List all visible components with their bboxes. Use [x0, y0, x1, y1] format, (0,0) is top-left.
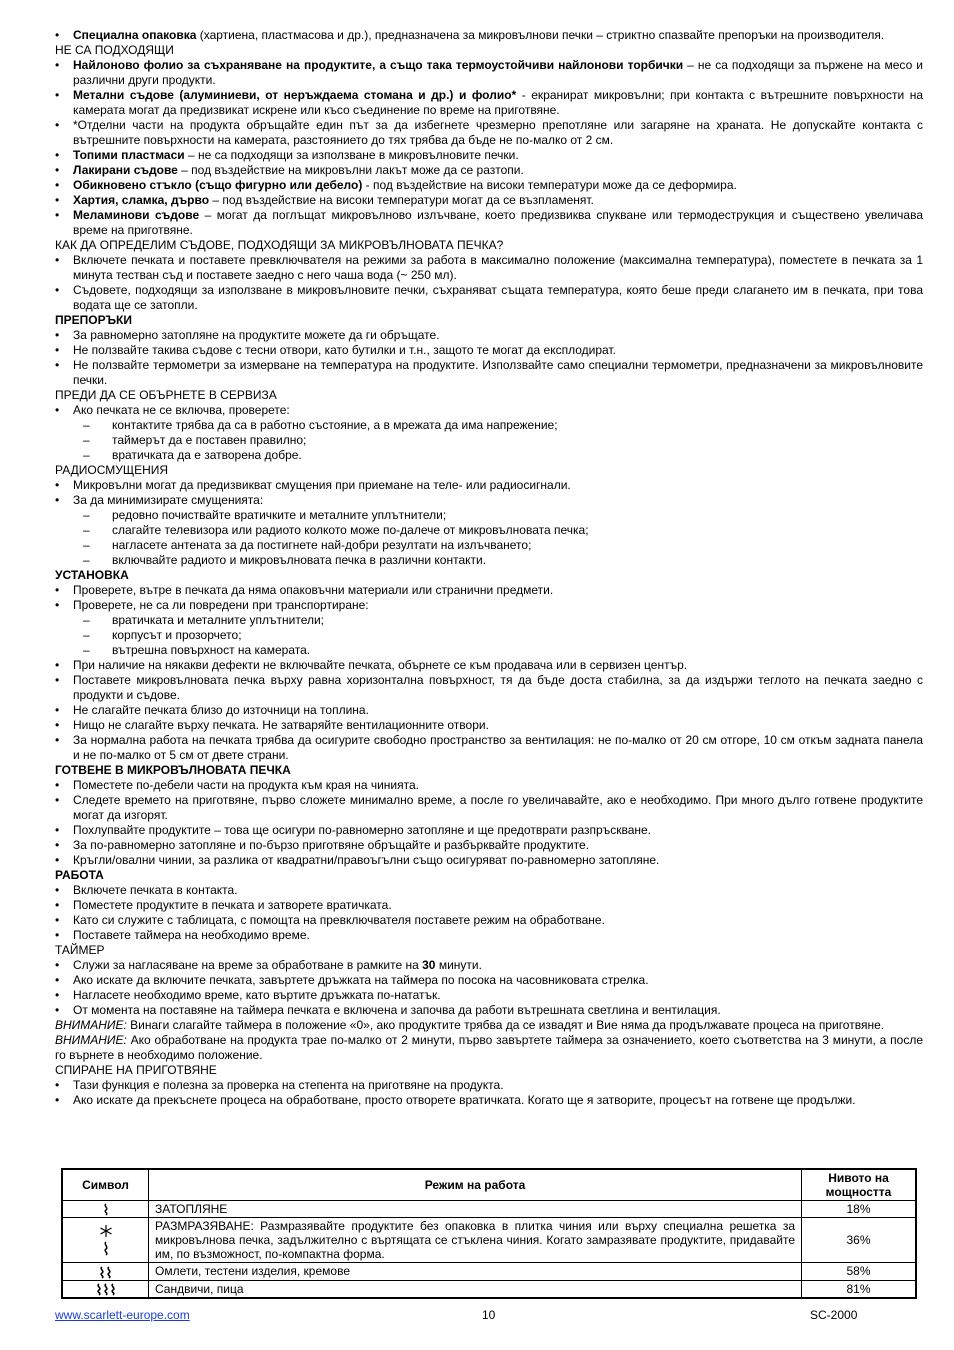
bold-term: Специална опаковка	[73, 28, 197, 42]
header-mode: Режим на работа	[149, 1169, 802, 1201]
bullet-item	[55, 778, 923, 793]
bullet-item	[55, 208, 923, 238]
section-heading: РАДИОСМУЩЕНИЯ	[55, 463, 169, 477]
bullet-item	[55, 1003, 923, 1018]
dash-item	[55, 508, 923, 523]
level-cell: 81%	[802, 1280, 917, 1298]
bullet-item	[55, 973, 923, 988]
text: Кръгли/овални чинии, за разлика от квадратни/правоъгълни също осигуряват по-равномерно затопляне.	[73, 853, 660, 867]
bullet-item	[55, 28, 923, 43]
symbol-cell	[62, 1218, 149, 1263]
bullet-item	[55, 178, 923, 193]
dash-item	[55, 643, 923, 658]
section-heading: НЕ СА ПОДХОДЯЩИ	[55, 43, 174, 57]
bullet-item	[55, 853, 923, 868]
level-cell: 36%	[802, 1218, 917, 1263]
text: - под въздействие на високи температури може да се деформира.	[362, 178, 737, 192]
dash-item	[55, 553, 923, 568]
bullet-item	[55, 838, 923, 853]
section-heading-bold: РАБОТА	[55, 868, 104, 882]
section-heading: ТАЙМЕР	[55, 943, 105, 957]
text: Микровълни могат да предизвикват смущения при приемане на теле- или радиосигнали.	[73, 478, 571, 492]
bullet-item	[55, 343, 923, 358]
three-waves-icon	[95, 1283, 117, 1296]
note-label: ВНИМАНИЕ:	[55, 1033, 127, 1047]
bullet-item	[55, 1093, 923, 1108]
text: Не слагайте печката близо до източници на топлина.	[73, 703, 369, 717]
table-row	[62, 1280, 916, 1298]
bold-term: Меламинови съдове	[73, 208, 200, 222]
bullet-item	[55, 913, 923, 928]
table-row	[62, 1201, 916, 1218]
text: корпусът и прозорчето;	[112, 628, 242, 642]
text: Като си служите с таблицата, с помощта на превключвателя поставете режим на обработване.	[73, 913, 605, 927]
mode-cell: Сандвичи, пица	[149, 1280, 802, 1298]
bullet-item	[55, 118, 923, 148]
level-cell: 58%	[802, 1263, 917, 1280]
text: Нищо не слагайте върху печката. Не затваряйте вентилационните отвори.	[73, 718, 489, 732]
bold-term: 30	[422, 958, 436, 972]
warning-note	[55, 1018, 923, 1033]
bullet-item	[55, 193, 923, 208]
section-heading: ПРЕДИ ДА СЕ ОБЪРНЕТЕ В СЕРВИЗА	[55, 388, 277, 402]
page-number: 10	[482, 1308, 496, 1322]
bullet-item	[55, 1078, 923, 1093]
bold-term: Лакирани съдове	[73, 163, 178, 177]
section-heading-bold: УСТАНОВКА	[55, 568, 129, 582]
mode-cell: РАЗМРАЗЯВАНЕ: Размразявайте продуктите без опаковка в плитка чиния или върху специална решетка за микровълнова печка, задължително с въртящата се стъклена чиния. Когато замразявате продуктите, придавайте им, по възможност, по-компактна форма.	[149, 1218, 802, 1263]
text: – под въздействие на високи температури могат да се възпламенят.	[209, 193, 594, 207]
text: Съдовете, подходящи за използване в микровълновите печки, съхраняват същата температура, която беше преди слагането им в печката, при това водата ще се затопли.	[73, 283, 923, 312]
text: *Отделни части на продукта обръщайте един път за да избегнете чрезмерно препотляне или загаряне на храната. Не допускайте контакта с вътрешните повърхности на камерата, разстоянието до тях трябва да бъде не по-малко от 2 см.	[73, 118, 923, 147]
text: Проверете, не са ли повредени при транспортиране:	[73, 598, 369, 612]
text: Нагласете необходимо време, като въртите дръжката по-нататък.	[73, 988, 441, 1002]
text: – могат да поглъщат микровълново излъчване, което предизвиква спукване или термодеструкция и съществено увеличава време на приготвяне.	[73, 208, 924, 237]
bold-term: Хартия, сламка, дърво	[73, 193, 210, 207]
two-waves-icon	[97, 1266, 115, 1279]
text: От момента на поставяне на таймера печката е включена и започва да работи вътрешната светлина и вентилация.	[73, 1003, 721, 1017]
bullet-item	[55, 733, 923, 763]
text: За по-равномерно затопляне и по-бързо приготвяне обръщайте и разбърквайте продуктите.	[73, 838, 589, 852]
text: Не ползвайте такива съдове с тесни отвори, като бутилки и т.н., защото те могат да експлодират.	[73, 343, 616, 357]
text: – не са подходящи за пържене на месо и различни други продукти.	[73, 58, 923, 87]
mode-cell: Омлети, тестени изделия, кремове	[149, 1263, 802, 1280]
bullet-item	[55, 88, 923, 118]
text: Поместете продуктите в печката и затворете вратичката.	[73, 898, 392, 912]
warning-note	[55, 1033, 923, 1063]
model-number: SC-2000	[810, 1308, 858, 1322]
section-heading-bold: ГОТВЕНЕ В МИКРОВЪЛНОВАТА ПЕЧКА	[55, 763, 291, 777]
text: таймерът да е поставен правилно;	[112, 433, 307, 447]
bullet-item	[55, 478, 923, 493]
section-heading: СПИРАНЕ НА ПРИГОТВЯНЕ	[55, 1063, 217, 1077]
text: За равномерно затопляне на продуктите можете да ги обръщате.	[73, 328, 440, 342]
bullet-item	[55, 328, 923, 343]
bullet-item	[55, 793, 923, 823]
symbol-cell	[62, 1280, 149, 1298]
bullet-item	[55, 58, 923, 88]
text: редовно почиствайте вратичките и металните уплътнители;	[112, 508, 447, 522]
bullet-item	[55, 598, 923, 613]
bullet-item	[55, 718, 923, 733]
text: – не са подходящи за използване в микровълновите печки.	[184, 148, 519, 162]
text: За да минимизирате смущенията:	[73, 493, 264, 507]
bullet-item	[55, 163, 923, 178]
text: минути.	[435, 958, 482, 972]
text: Ако искате да прекъснете процеса на обработване, просто отворете вратичката. Когато ще я затворите, процесът на готвене ще продължи.	[73, 1093, 856, 1107]
text: Следете времето на приготвяне, първо сложете минимално време, а после го увеличавайте, ако е необходимо. При много дълго готвене продуктите могат да изгорят.	[73, 793, 923, 822]
text: Винаги слагайте таймера в положение «0», ако продуктите трябва да се извадят и Вие няма да продължавате процеса на приготвяне.	[126, 1018, 885, 1032]
text: Поставете таймера на необходимо време.	[73, 928, 310, 942]
text: Проверете, вътре в печката да няма опаковъчни материали или странични предмети.	[73, 583, 554, 597]
section-heading-bold: ПРЕПОРЪКИ	[55, 313, 132, 327]
bullet-item	[55, 358, 923, 388]
bullet-item	[55, 823, 923, 838]
one-wave-icon	[99, 1203, 113, 1216]
text: (хартиена, пластмасова и др.), предназначена за микровълнови печки – стриктно спазвайте препоръки на производителя.	[196, 28, 885, 42]
text: – под въздействие на микровълни лакът може да се разтопи.	[177, 163, 524, 177]
bullet-item	[55, 403, 923, 418]
bullet-item	[55, 148, 923, 163]
table-row	[62, 1218, 916, 1263]
section-heading: КАК ДА ОПРЕДЕЛИМ СЪДОВЕ, ПОДХОДЯЩИ ЗА МИКРОВЪЛНОВАТА ПЕЧКА?	[55, 238, 504, 252]
text: включвайте радиото и микровълновата печка в различни контакти.	[112, 553, 487, 567]
dash-item	[55, 613, 923, 628]
dash-item	[55, 523, 923, 538]
dash-item	[55, 418, 923, 433]
text: При наличие на някакви дефекти не включвайте печката, обърнете се към продавача или в сервизен център.	[73, 658, 688, 672]
document-body	[55, 28, 923, 1108]
dash-item	[55, 628, 923, 643]
bullet-item	[55, 703, 923, 718]
header-symbol: Символ	[62, 1169, 149, 1201]
bold-term: Топими пластмаси	[73, 148, 185, 162]
text: - екранират микровълни; при контакта с вътрешните повърхности на камерата могат да предизвикат искрене или късо съединение по време на приготвяне.	[73, 88, 923, 117]
bullet-item	[55, 583, 923, 598]
text: нагласете антената за да постигнете най-добри резултати на излъчването;	[112, 538, 532, 552]
mode-cell: ЗАТОПЛЯНЕ	[149, 1201, 802, 1218]
table-row	[62, 1263, 916, 1280]
text: Поставете микровълновата печка върху равна хоризонтална повърхност, тя да бъде доста стабилна, за да издържи теглото на печката заедно с продукти и съдове.	[73, 673, 923, 702]
bullet-item	[55, 673, 923, 703]
dash-item	[55, 433, 923, 448]
bullet-item	[55, 253, 923, 283]
bullet-item	[55, 883, 923, 898]
bullet-item	[55, 898, 923, 913]
website-link[interactable]: www.scarlett-europe.com	[55, 1308, 190, 1322]
bullet-item	[55, 493, 923, 508]
text: слагайте телевизора или радиото колкото може по-далече от микровълновата печка;	[112, 523, 589, 537]
symbol-cell	[62, 1201, 149, 1218]
text: Не ползвайте термометри за измерване на температура на продуктите. Използвайте само специални термометри, предназначени за микровълновите печки.	[73, 358, 923, 387]
power-modes-table	[61, 1168, 917, 1299]
text: Включете печката и поставете превключвателя на режими за работа в максимално положение (максимална температура), поместете в печката за 1 минута тестван съд и поставете заедно с него чаша вода (~ 250 мл).	[73, 253, 923, 282]
bullet-item	[55, 658, 923, 673]
bold-term: Обикновено стъкло (също фигурно или дебело)	[73, 178, 363, 192]
text: контактите трябва да са в работно състояние, а в мрежата да има напрежение;	[112, 418, 558, 432]
bullet-item	[55, 988, 923, 1003]
bold-term: Найлоново фолио за съхраняване на продуктите, а също така термоустойчиви найлонови торбички	[73, 58, 684, 72]
bold-term: Метални съдове (алуминиеви, от неръждаема стомана и др.) и фолио*	[73, 88, 517, 102]
bullet-item	[55, 928, 923, 943]
dash-item	[55, 448, 923, 463]
text: Ако обработване на продукта трае по-малко от 2 минути, първо завъртете таймера за означението, което съответства на 3 минути, а после го върнете в необходимо положение.	[55, 1033, 923, 1062]
level-cell: 18%	[802, 1201, 917, 1218]
note-label: ВНИМАНИЕ:	[55, 1018, 127, 1032]
text: За нормална работа на печката трябва да осигурите свободно пространство за вентилация: не по-малко от 20 см отгоре, 10 см откъм задната панела и не по-малко от 5 см от двете страни.	[73, 733, 923, 762]
text: вътрешна повърхност на камерата.	[112, 643, 311, 657]
text: Включете печката в контакта.	[73, 883, 238, 897]
text: Поместете по-дебели части на продукта към края на чинията.	[73, 778, 419, 792]
text: Тази функция е полезна за проверка на степента на приготвяне на продукта.	[73, 1078, 504, 1092]
dash-item	[55, 538, 923, 553]
symbol-cell	[62, 1263, 149, 1280]
text: Ако искате да включите печката, завъртете дръжката на таймера по посока на часовниковата стрелка.	[73, 973, 649, 987]
snowflake-wave-icon	[96, 1223, 116, 1257]
table-header-row	[62, 1169, 916, 1201]
text: Похлупвайте продуктите – това ще осигури по-равномерно затопляне и ще предотврати разпръскване.	[73, 823, 652, 837]
text: вратичката и металните уплътнители;	[112, 613, 325, 627]
header-level: Нивото на мощността	[802, 1169, 917, 1201]
bullet-item	[55, 283, 923, 313]
text: вратичката да е затворена добре.	[112, 448, 302, 462]
bullet-item	[55, 958, 923, 973]
text: Служи за нагласяване на време за обработване в рамките на	[73, 958, 423, 972]
text: Ако печката не се включва, проверете:	[73, 403, 290, 417]
